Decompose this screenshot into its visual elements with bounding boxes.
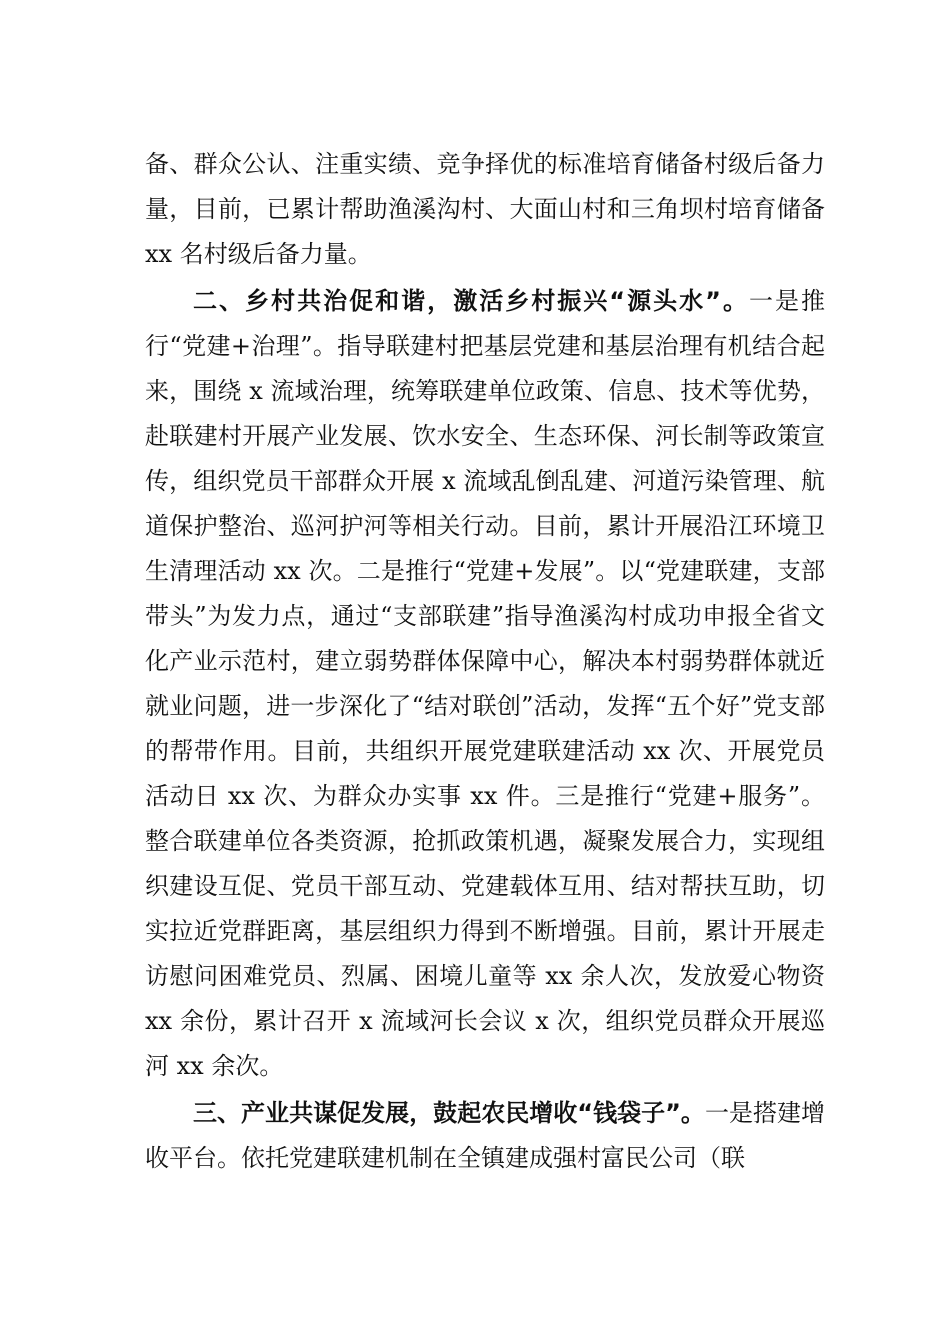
paragraph-text: 一是推行“党建+治理”。指导联建村把基层党建和基层治理有机结合起来，围绕 x 流域治理，统筹联建单位政策、信息、技术等优势，赴联建村开展产业发展、饮水安全、生态环保、河长制等政策宣传，组织党员干部群众开展 x 流域乱倒乱建、河道污染管理、航道保护整治、巡河护河等相关行动。目前，累计开展沿江环境卫生清理活动 xx 次。二是推行“党建+发展”。以“党建联建，支部带头”为发力点，通过“支部联建”指导渔溪沟村成功申报全省文化产业示范村，建立弱势群体保障中心，解决本村弱势群体就近就业问题，进一步深化了“结对联创”活动，发挥“五个好”党支部的帮带作用。目前，共组织开展党建联建活动 xx 次、开展党员活动日 xx 次、为群众办实事 xx 件。三是推行“党建+服务”。整合联建单位各类资源，抢抓政策机遇，凝聚发展合力，实现组织建设互促、党员干部互动、党建载体互用、结对帮扶互助，切实拉近党群距离，基层组织力得到不断增强。目前，累计开展走访慰问困难党员、烈属、困境儿童等 xx 余人次，发放爱心物资 xx 余份，累计召开 x 流域河长会议 x 次，组织党员群众开展巡河 xx 余次。 bbox=[145, 287, 826, 1080]
paragraph-section-two bbox=[145, 279, 825, 1089]
document-body bbox=[145, 142, 825, 1181]
section-heading-three: 三、产业共谋促发展，鼓起农民增收“钱袋子”。 bbox=[193, 1099, 705, 1127]
section-heading-two: 二、乡村共治促和谐，激活乡村振兴“源头水”。 bbox=[193, 287, 749, 315]
paragraph-section-three bbox=[145, 1091, 825, 1181]
paragraph-continuation bbox=[145, 142, 825, 277]
paragraph-text: 备、群众公认、注重实绩、竞争择优的标准培育储备村级后备力量，目前，已累计帮助渔溪沟村、大面山村和三角坝村培育储备 xx 名村级后备力量。 bbox=[145, 150, 825, 268]
paragraph-text: 一是搭建增收平台。依托党建联建机制在全镇建成强村富民公司（联 bbox=[145, 1099, 826, 1172]
